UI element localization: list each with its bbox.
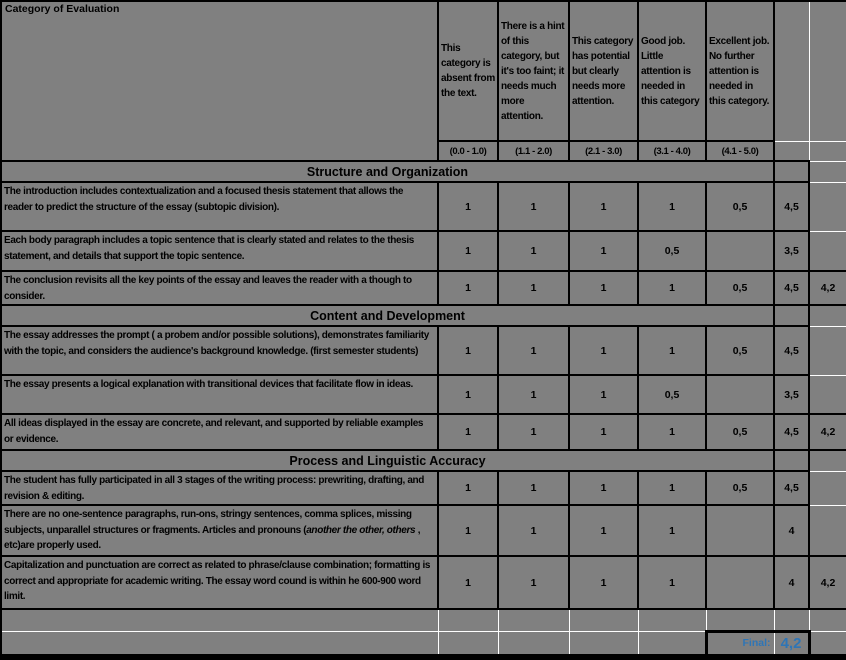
row-total-cell[interactable]: 4,5 [774,414,809,450]
score-cell[interactable]: 1 [498,326,569,375]
empty-cell[interactable] [438,609,498,631]
section-average-cell[interactable] [809,326,846,375]
criterion-cell[interactable]: The introduction includes contextualization and a focused thesis statement that allows the reader to predict the structure of the essay (subtopic division). [1,182,438,231]
empty-cell[interactable] [706,609,774,631]
score-cell[interactable]: 1 [438,375,498,414]
score-cell[interactable]: 1 [438,326,498,375]
corner-header[interactable]: Category of Evaluation [1,1,438,161]
score-cell[interactable]: 1 [438,182,498,231]
score-cell[interactable]: 1 [498,414,569,450]
section-header[interactable]: Process and Linguistic Accuracy [1,450,774,471]
score-cell[interactable]: 1 [569,271,638,305]
criterion-cell[interactable]: The conclusion revisits all the key points of the essay and leaves the reader with a though to consider. [1,271,438,305]
score-cell[interactable]: 1 [569,375,638,414]
score-cell[interactable]: 1 [638,471,706,505]
empty-cell[interactable] [638,631,706,655]
score-cell[interactable]: 1 [638,271,706,305]
score-range-header[interactable]: (1.1 - 2.0) [498,141,569,161]
section-average-cell[interactable] [809,471,846,505]
empty-cell[interactable] [774,1,809,141]
score-cell[interactable]: 1 [569,556,638,609]
table-row [1,326,846,375]
empty-cell[interactable] [809,450,846,471]
score-cell[interactable]: 1 [498,231,569,271]
score-cell[interactable]: 1 [438,471,498,505]
section-average-cell[interactable] [809,375,846,414]
empty-cell[interactable] [809,305,846,326]
row-total-cell[interactable]: 3,5 [774,231,809,271]
empty-cell[interactable] [569,631,638,655]
score-cell[interactable] [706,505,774,556]
empty-cell[interactable] [774,141,809,161]
score-cell[interactable]: 1 [438,556,498,609]
table-row [1,231,846,271]
score-cell[interactable]: 1 [638,182,706,231]
section-average-cell[interactable] [809,231,846,271]
score-cell[interactable]: 1 [438,414,498,450]
score-cell[interactable]: 1 [438,271,498,305]
criterion-cell[interactable]: Capitalization and punctuation are correct as related to phrase/clause combination; formatting is correct and appropriate for academic writing. The essay word cound is within he 600-900 word limit. [1,556,438,609]
section-average-cell[interactable]: 4,2 [809,414,846,450]
table-row [1,271,846,305]
section-header-row [1,161,846,182]
score-range-header[interactable]: (4.1 - 5.0) [706,141,774,161]
empty-cell[interactable] [774,305,809,326]
empty-cell[interactable] [1,609,438,631]
score-cell[interactable]: 0,5 [706,182,774,231]
score-cell[interactable]: 1 [498,556,569,609]
section-average-cell[interactable]: 4,2 [809,556,846,609]
table-row [1,182,846,231]
criterion-cell[interactable]: The essay presents a logical explanation with transitional devices that facilitate flow in ideas. [1,375,438,414]
score-cell[interactable]: 1 [569,471,638,505]
empty-cell[interactable] [498,609,569,631]
score-cell[interactable]: 1 [569,505,638,556]
criterion-cell[interactable]: The essay addresses the prompt ( a probem and/or possible solutions), demonstrates familiarity with the topic, and considers the audience's background knowledge. (first semester students) [1,326,438,375]
criterion-cell[interactable]: Each body paragraph includes a topic sentence that is clearly stated and relates to the thesis statement, and details that support the topic sentence. [1,231,438,271]
empty-cell[interactable] [809,141,846,161]
empty-cell[interactable] [569,609,638,631]
score-cell[interactable]: 0,5 [706,271,774,305]
section-header-row [1,305,846,326]
score-cell[interactable]: 1 [498,375,569,414]
header-row [1,1,846,141]
score-cell[interactable]: 1 [498,271,569,305]
criterion-cell[interactable]: All ideas displayed in the essay are concrete, and relevant, and supported by reliable examples or evidence. [1,414,438,450]
empty-cell[interactable] [774,161,809,182]
row-total-cell[interactable]: 4,5 [774,182,809,231]
score-range-header[interactable]: (0.0 - 1.0) [438,141,498,161]
empty-cell[interactable] [774,609,809,631]
table-row [1,471,846,505]
final-label-cell[interactable]: Final: [706,631,774,655]
score-cell[interactable]: 1 [438,505,498,556]
empty-cell[interactable] [809,1,846,141]
criterion-text-italic: another the other, others [306,524,416,536]
empty-cell[interactable] [809,161,846,182]
level-description-header[interactable]: There is a hint of this category, but it's too faint; it needs much more attention. [498,1,569,141]
empty-cell[interactable] [438,631,498,655]
empty-cell[interactable] [1,631,438,655]
empty-cell[interactable] [638,609,706,631]
row-total-cell[interactable]: 4,5 [774,471,809,505]
table-row [1,556,846,609]
score-cell[interactable]: 1 [638,326,706,375]
score-cell[interactable]: 1 [638,414,706,450]
table-row [1,505,846,556]
row-total-cell[interactable]: 4 [774,556,809,609]
empty-cell[interactable] [774,450,809,471]
section-average-cell[interactable] [809,182,846,231]
criterion-cell[interactable] [1,505,438,556]
section-header-row [1,450,846,471]
score-cell[interactable]: 1 [569,231,638,271]
score-cell[interactable]: 0,5 [638,375,706,414]
section-average-cell[interactable] [809,505,846,556]
score-cell[interactable] [706,231,774,271]
final-score-cell[interactable]: 4,2 [774,631,809,655]
score-cell[interactable]: 1 [498,471,569,505]
level-description-header[interactable]: Excellent job. No further attention is needed in this category. [706,1,774,141]
score-cell[interactable]: 1 [569,414,638,450]
score-cell[interactable]: 0,5 [706,326,774,375]
score-cell[interactable]: 1 [498,505,569,556]
score-cell[interactable] [706,556,774,609]
row-total-cell[interactable]: 4 [774,505,809,556]
score-cell[interactable]: 1 [438,231,498,271]
level-description-header[interactable]: Good job. Little attention is needed in this category [638,1,706,141]
section-header[interactable]: Structure and Organization [1,161,774,182]
score-cell[interactable]: 0,5 [638,231,706,271]
level-description-header[interactable]: This category is absent from the text. [438,1,498,141]
level-description-header[interactable]: This category has potential but clearly needs more attention. [569,1,638,141]
score-cell[interactable]: 1 [498,182,569,231]
score-cell[interactable]: 1 [569,182,638,231]
score-cell[interactable]: 1 [638,505,706,556]
row-total-cell[interactable]: 3,5 [774,375,809,414]
criterion-text-part: , etc)are properly used. [4,524,421,551]
empty-cell[interactable] [809,631,846,655]
section-header[interactable]: Content and Development [1,305,774,326]
empty-cell[interactable] [498,631,569,655]
score-range-header[interactable]: (2.1 - 3.0) [569,141,638,161]
criterion-cell[interactable]: The student has fully participated in all 3 stages of the writing process: prewriting, drafting, and revision & editing. [1,471,438,505]
empty-cell[interactable] [809,609,846,631]
section-average-cell[interactable]: 4,2 [809,271,846,305]
score-cell[interactable]: 1 [569,326,638,375]
score-range-header[interactable]: (3.1 - 4.0) [638,141,706,161]
blank-row [1,609,846,631]
score-cell[interactable]: 0,5 [706,414,774,450]
score-cell[interactable] [706,375,774,414]
table-row [1,375,846,414]
row-total-cell[interactable]: 4,5 [774,326,809,375]
score-cell[interactable]: 0,5 [706,471,774,505]
row-total-cell[interactable]: 4,5 [774,271,809,305]
score-cell[interactable]: 1 [638,556,706,609]
criterion-text-part: There are no one-sentence paragraphs, run-ons, stringy sentences, comma splices, missing subjects, unparallel structures or fragments. Articles and pronouns ( [4,509,412,536]
table-row [1,414,846,450]
final-row [1,631,846,655]
